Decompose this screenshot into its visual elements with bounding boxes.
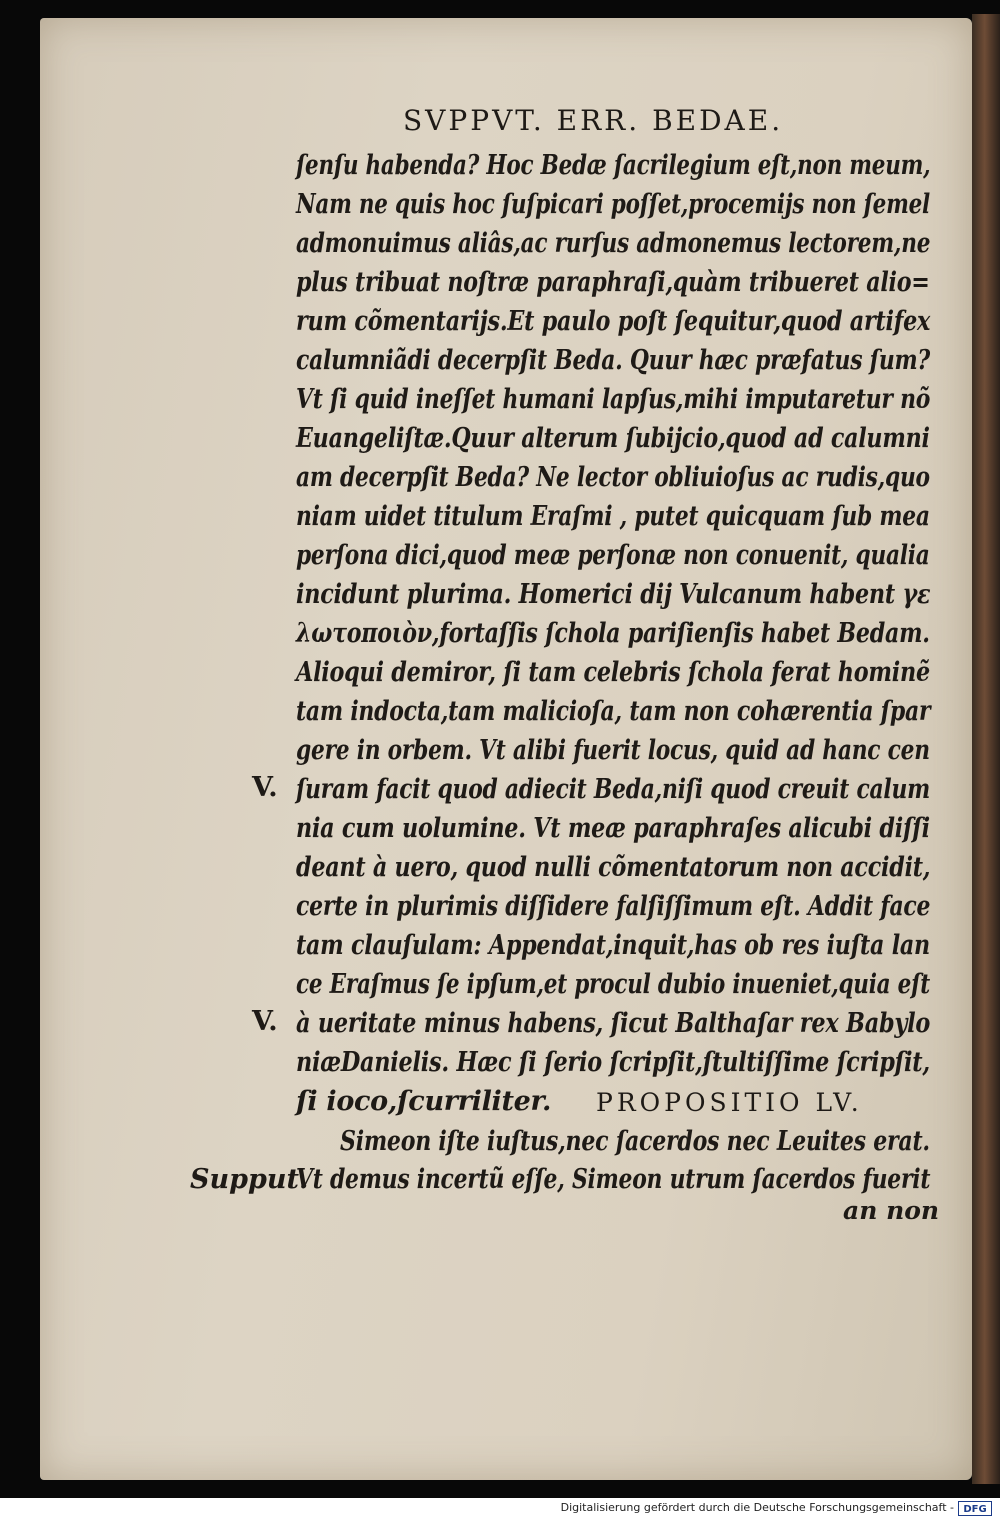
text-line: calumniãdi decerpſit Beda. Quur hæc præfatus ſum? (296, 345, 931, 376)
proposition-heading: PROPOSITIO LV. (596, 1088, 863, 1117)
text-line: ſi ioco,ſcurriliter. (296, 1086, 552, 1117)
footer-credit: Digitalisierung gefördert durch die Deutsche Forschungsgemeinschaft - (560, 1501, 954, 1514)
text-line: tam clauſulam: Appendat,inquit,has ob res iuſta lan (296, 930, 930, 961)
text-line: rum cõmentarijs.Et paulo poſt ſequitur,quod artifex (296, 306, 931, 337)
text-line: λωτοποιὸν,fortaſſis ſchola pariſienſis habet Bedam. (296, 618, 930, 649)
running-head: SVPPVT. ERR. BEDAE. (403, 104, 784, 137)
text-line: perſona dici,quod meæ perſonæ non conuenit, qualia (296, 540, 930, 571)
text-line: niæDanielis. Hæc ſi ſerio ſcripſit,ſtultiſſime ſcripſit, (296, 1047, 930, 1078)
text-line: niam uidet titulum Eraſmi , putet quicquam ſub mea (296, 501, 930, 532)
book-binding-edge (972, 14, 1000, 1484)
text-line: certe in plurimis diſſidere falſiſſimum eſt. Addit face (296, 891, 931, 922)
text-line: Alioqui demiror, ſi tam celebris ſchola ferat hominẽ (296, 657, 930, 688)
margin-note: V. (252, 772, 278, 803)
text-line: deant à uero, quod nulli cõmentatorum non accidit, (296, 852, 931, 883)
footer-bar (0, 1498, 1000, 1520)
margin-note: Supput. (190, 1164, 309, 1195)
text-line: ce Eraſmus ſe ipſum,et procul dubio inueniet,quia eſt (296, 969, 930, 1000)
proposition-text: Simeon iſte iuſtus,nec ſacerdos nec Leuites erat. (340, 1126, 930, 1157)
text-line: Vt ſi quid ineſſet humani lapſus,mihi imputaretur nõ (296, 384, 931, 415)
text-line: ſenſu habenda? Hoc Bedæ ſacrilegium eſt,non meum, (296, 150, 931, 181)
catchword: an non (843, 1196, 940, 1225)
text-line: gere in orbem. Vt alibi fuerit locus, quid ad hanc cen (296, 735, 930, 766)
text-line: plus tribuat noſtræ paraphraſi,quàm tribueret alio= (296, 267, 930, 298)
text-line: admonuimus aliâs,ac rurſus admonemus lectorem,ne (296, 228, 931, 259)
supputatio-text: Vt demus incertũ eſſe, Simeon utrum ſacerdos fuerit (296, 1164, 931, 1195)
margin-note: V. (252, 1006, 278, 1037)
text-line: Euangeliſtæ.Quur alterum ſubijcio,quod ad calumni (296, 423, 930, 454)
text-line: nia cum uolumine. Vt meæ paraphraſes alicubi diſſi (296, 813, 930, 844)
text-line: à ueritate minus habens, ſicut Balthaſar rex Babylo (296, 1008, 931, 1039)
text-line: ſuram facit quod adiecit Beda,niſi quod creuit calum (296, 774, 930, 805)
text-line: tam indocta,tam malicioſa, tam non cohærentia ſpar (296, 696, 931, 727)
text-line: incidunt plurima. Homerici dij Vulcanum habent γε (296, 579, 931, 610)
text-line: am decerpſit Beda? Ne lector obliuioſus ac rudis,quo (296, 462, 930, 493)
text-line: Nam ne quis hoc ſuſpicari poſſet,procemijs non ſemel (296, 189, 931, 220)
dfg-logo: DFG (958, 1501, 992, 1516)
